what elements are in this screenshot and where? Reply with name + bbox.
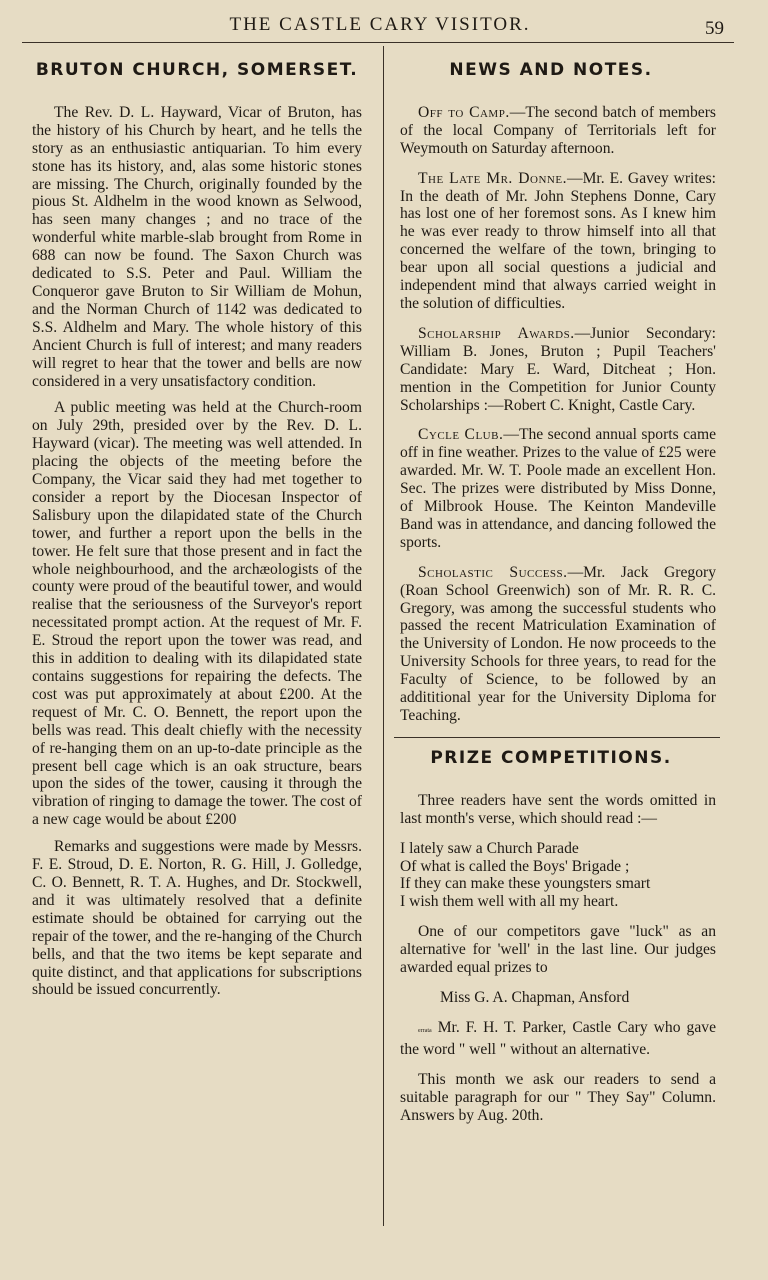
news-item-text: —Mr. E. Gavey writes: In the death of Mr. John Stephens Donne, Cary has lost one of her foremost sons. As I knew him he was ever ready to throw himself into all that concerned the welfare of the town, bringing to bear upon all social questions a judicial and independent mind that always carried weight in the solution of difficulties. — [400, 169, 716, 312]
prize-heading: PRIZE COMPETITIONS. — [430, 747, 672, 768]
article-paragraph: A public meeting was held at the Church-room on July 29th, presided over by the Rev. D. L. Hayward (vicar). The meeting was well attended. In placing the objects of the meeting before the Company, the Vicar said they had met together to consider a report by the Diocesan Inspector of Salisbury upon the dilapidated state of the Church tower, and further a report upon the bells in the tower. He felt sure that those present and in fact the whole neighbourhood, and the archæologists of the county were proud of the beautiful tower, and would realise that the seriousness of the Surveyor's report necessitated prompt action. At the request of Mr. F. E. Stroud the report upon the tower was read, and this in addition to dealing with its dilapidated state contains suggestions for repairing the defects. The cost was put approximately at about £200. At the request of Mr. C. O. Bennett, the report upon the bells was read. This dealt chiefly with the necessity of re-hanging them on an up-to-date principle as the present bell cage which is an oak structure, bears upon the sides of the tower, causing it through the vibration of ringing to damage the tower. The cost of a new cage would be about £200 — [32, 399, 362, 829]
verse-line: I wish them well with all my heart. — [400, 893, 619, 911]
column-divider — [383, 46, 384, 1226]
verse — [400, 840, 716, 912]
verse-line: If they can make these youngsters smart — [400, 875, 651, 893]
errata-mark: errata — [418, 1027, 432, 1034]
news-item-text: —The second batch of members of the local Company of Territorials left for Weymouth on Saturday afternoon. — [400, 103, 716, 157]
prize-intro: Three readers have sent the words omitted in last month's verse, which should read :— — [400, 791, 716, 827]
news-item-text: —Junior Secondary: William B. Jones, Bruton ; Pupil Teachers' Candidate: Mary E. Ward, Ditcheat ; Hon. mention in the Competition for Junior County Scholarships :—Robert C. Knight, Castle Cary. — [400, 324, 716, 414]
news-item-scholastic — [400, 564, 716, 725]
news-item-text: —The second annual sports came off in fine weather. Prizes to the value of £25 were awarded. Mr. W. T. Poole made an excellent Hon. Sec. The prizes were distributed by Miss Donne, of Milbrook House. The Keinton Mandeville Band was in attendance, and dancing followed the sports. — [400, 426, 716, 551]
prize-closing: This month we ask our readers to send a suitable paragraph for our " They Say" Column. Answers by Aug. 20th. — [400, 1070, 716, 1124]
article-heading-bruton: BRUTON CHURCH, SOMERSET. — [35, 60, 359, 80]
article-paragraph: The Rev. D. L. Hayward, Vicar of Bruton, has the history of his Church by heart, and he tells the story as an enthusiastic antiquarian. To him every stone has its history, and, alas some historic stones are missing. The Church, originally founded by the pious St. Aldhelm in the wood known as Selwood, has seen many changes ; and no trace of the wonderful white marble-slab brought from Rome in 688 can now be found. The Saxon Church was dedicated to S.S. Peter and Paul. William the Conqueror gave Bruton to Sir William de Mohun, and the Norman Church of 1142 was dedicated to S.S. Aldhelm and Mary. The whole history of this Ancient Church is full of interest; and many readers will regret to hear that the tower and bells are now considered in a very unsatisfactory condition. — [32, 103, 362, 390]
winner-2 — [400, 1019, 716, 1059]
news-item-scholarship — [400, 325, 716, 415]
news-item-lead: The Late Mr. Donne. — [418, 169, 567, 187]
section-separator — [394, 737, 720, 738]
running-title: THE CASTLE CARY VISITOR. — [229, 14, 531, 35]
prize-paragraph: One of our competitors gave "luck" as an alternative for 'well' in the last line. Our judges awarded equal prizes to — [400, 923, 716, 977]
winner-1: Miss G. A. Chapman, Ansford — [440, 988, 630, 1006]
page-number: 59 — [705, 18, 724, 39]
right-column — [386, 56, 716, 1136]
news-item-lead: Cycle Club. — [418, 426, 504, 444]
header-rule — [22, 42, 734, 43]
news-item-lead: Scholastic Success. — [418, 563, 568, 581]
winner-2-text: Mr. F. H. T. Parker, Castle Cary who gave the word " well " without an alternative. — [400, 1018, 716, 1058]
left-column — [32, 56, 362, 1008]
verse-line: Of what is called the Boys' Brigade ; — [400, 857, 630, 875]
news-item-cycle-club — [400, 426, 716, 551]
news-item-lead: Scholarship Awards. — [418, 324, 575, 342]
verse-line: I lately saw a Church Parade — [400, 839, 579, 857]
news-item-text: —Mr. Jack Gregory (Roan School Greenwich) son of Mr. R. R. C. Gregory, was among the successful students who passed the recent Matriculation Examination of the University of London. He now proceeds to the University Schools for three years, to read for the Faculty of Science, to be followed by an addititional year for the University Diploma for Teaching. — [400, 563, 716, 724]
news-item-camp — [400, 104, 716, 158]
news-item-lead: Off to Camp. — [418, 103, 510, 121]
news-heading: NEWS AND NOTES. — [449, 60, 653, 80]
page-header — [0, 12, 768, 42]
article-paragraph: Remarks and suggestions were made by Messrs. F. E. Stroud, D. E. Norton, R. G. Hill, J. Golledge, C. O. Bennett, R. T. A. Hughes, and Dr. Stockwell, and it was ultimately resolved that a definite estimate should be obtained for carrying out the repair of the tower, and the re-hanging of the Church bells, and that the two items be kept separate and quite distinct, and that applications for subscriptions should be issued concurrently. — [32, 838, 362, 999]
news-item-donne — [400, 170, 716, 313]
